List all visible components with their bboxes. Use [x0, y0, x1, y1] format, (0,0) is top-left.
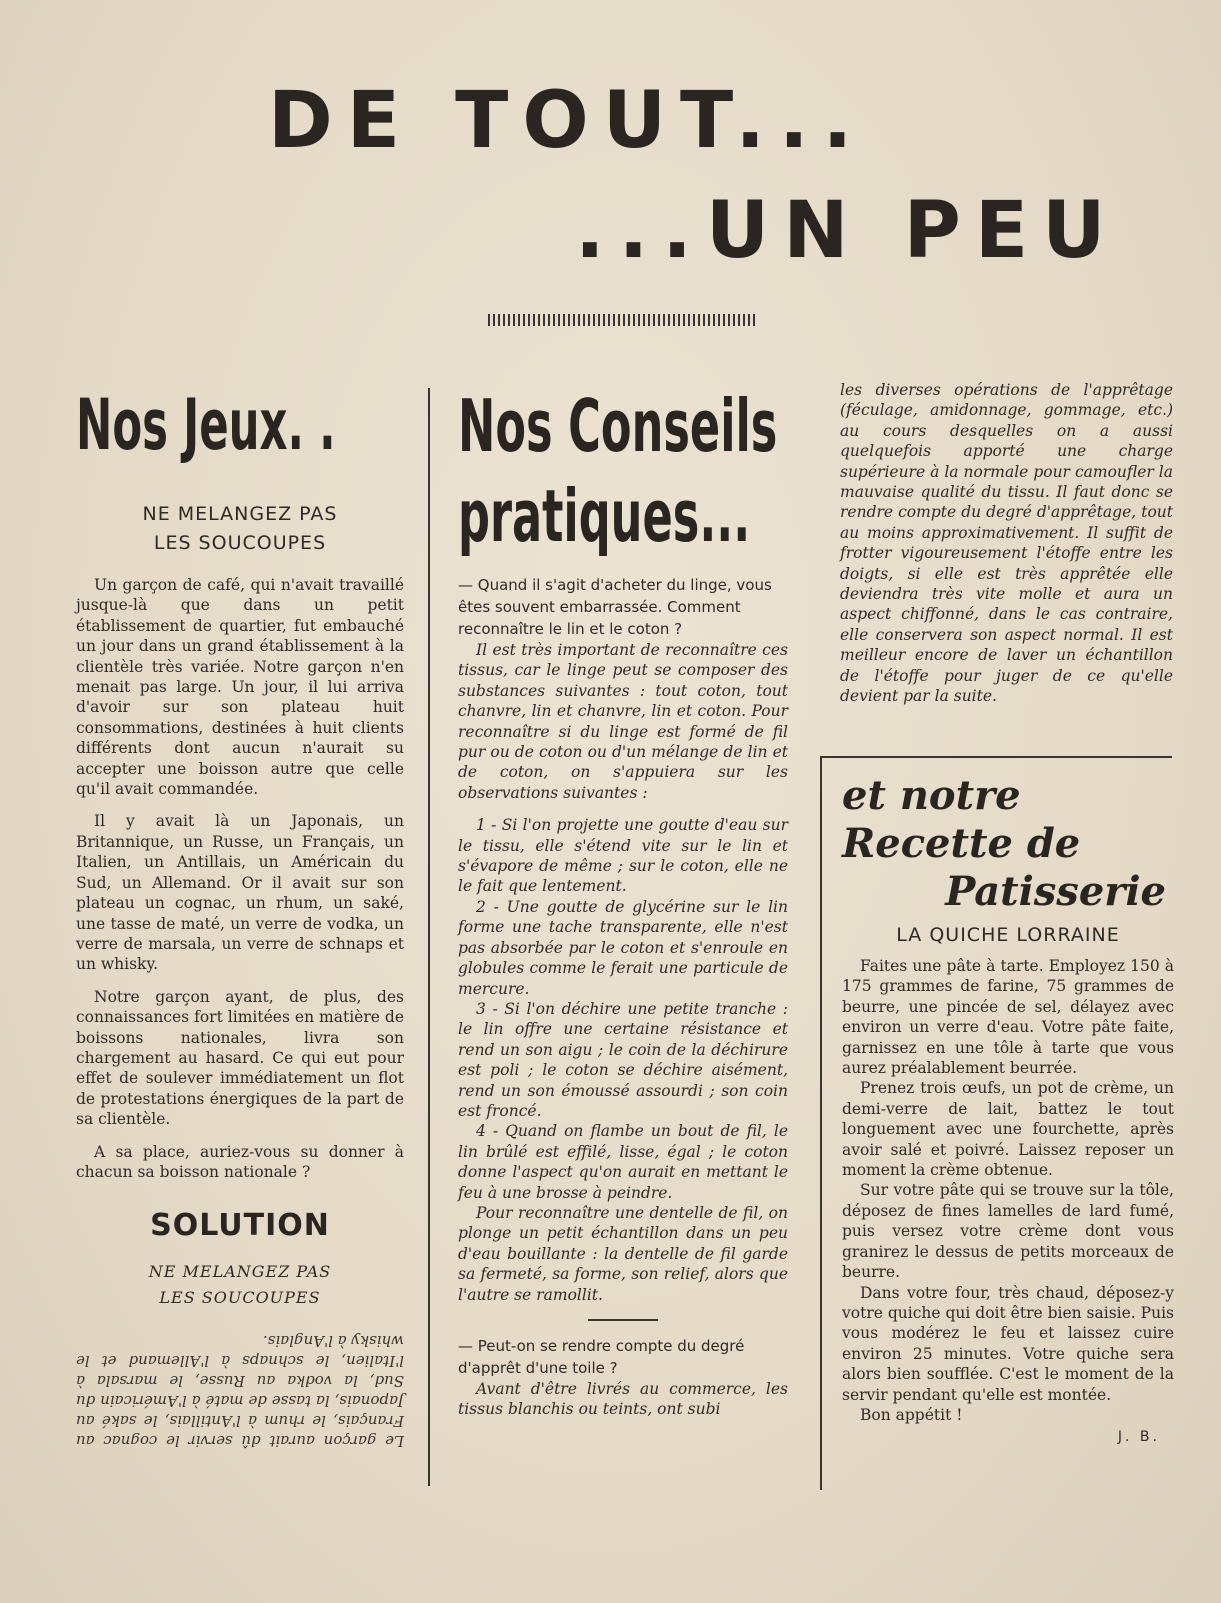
- recipe-paragraph: Bon appétit !: [860, 1405, 963, 1424]
- column-divider-1: [428, 388, 430, 1486]
- jeux-body: [76, 575, 404, 1182]
- section-divider-rule: [588, 1319, 658, 1321]
- conseils-paragraph: 1 - Si l'on projette une goutte d'eau sur le tissu, elle s'étend vite sur le lin et s'évapore de même ; sur le coton, elle ne le fait que lentement.: [458, 816, 788, 896]
- conseils-question-1: — Quand il s'agit d'acheter du linge, vous êtes souvent embarrassée. Comment reconnaître le lin et le coton ?: [458, 576, 772, 638]
- recipe-heading-line1: et notre: [842, 772, 1021, 819]
- conseils-body-3: [840, 380, 1173, 707]
- jeux-heading: Nos Jeux. .: [76, 384, 336, 466]
- recipe-body: [842, 956, 1174, 1425]
- solution-heading: SOLUTION: [150, 1208, 330, 1244]
- conseils-paragraph: 2 - Une goutte de glycérine sur le lin forme une tache transparente, elle n'est pas absorbée par le coton et s'enroule en globules comme le ferait une particule de mercure.: [458, 897, 788, 998]
- conseils-body-1: [458, 640, 788, 1305]
- recipe-paragraph: Dans votre four, très chaud, déposez-y votre quiche qui doit être bien saisie. Puis vous modérez le feu et laissez cuire environ 25 minutes. Votre quiche sera alors bien soufflée. C'est le moment de la servir pendant qu'elle est montée.: [842, 1283, 1174, 1404]
- title-ornament-rule: [488, 314, 758, 326]
- conseils-paragraph: les diverses opérations de l'apprêtage (féculage, amidonnage, gommage, etc.) au cours desquelles on a aussi quelquefois apporté une charge supérieure à la normale pour camoufler la mauvaise qualité du tissu. Il faut donc se rendre compte du degré d'apprêtage, tout au moins approximativement. Il suffit de frotter vigoureusement l'étoffe entre les doigts, si elle est très apprêtée elle deviendra très vite molle et aura un aspect chiffonné, dans le cas contraire, elle conservera son aspect normal. Il est meilleur encore de laver un échantillon de l'étoffe pour juger de ce qu'elle devient par la suite.: [840, 381, 1173, 706]
- conseils-paragraph: Il est très important de reconnaître ces tissus, car le linge peut se composer des substances suivantes : tout coton, tout chanvre, lin et chanvre, lin et coton. Pour reconnaître si du linge est formé de fil pur ou de coton ou d'un mélange de lin et de coton, on s'appuiera sur les observations suivantes :: [458, 641, 788, 802]
- recipe-paragraph: Faites une pâte à tarte. Employez 150 à 175 grammes de farine, 75 grammes de beurre, une pincée de sel, délayez avec environ un verre d'eau. Votre pâte faite, garnissez en une tôle à tarte que vous aurez préalablement beurrée.: [842, 957, 1174, 1078]
- solution-subheading-line1: NE MELANGEZ PAS: [148, 1262, 332, 1282]
- jeux-paragraph: A sa place, auriez-vous su donner à chacun sa boisson nationale ?: [76, 1142, 404, 1181]
- conseils-heading-line1: Nos Conseils: [458, 384, 778, 468]
- page-title-line1: DE TOUT...: [268, 76, 867, 166]
- solution-subheading-line2: LES SOUCOUPES: [159, 1287, 321, 1307]
- recipe-title: LA QUICHE LORRAINE: [896, 924, 1120, 946]
- recipe-paragraph: Sur votre pâte qui se trouve sur la tôle, déposez de fines lamelles de lard fumé, puis versez votre crème dont vous granirez le dessus de petits morceaux de beurre.: [842, 1181, 1174, 1282]
- jeux-subheading-line2: LES SOUCOUPES: [153, 531, 327, 554]
- conseils-question-2: — Peut-on se rendre compte du degré d'apprêt d'une toile ?: [458, 1337, 745, 1377]
- solution-subheading: [76, 1259, 404, 1310]
- jeux-paragraph: Il y avait là un Japonais, un Britannique, un Russe, un Français, un Italien, un Antillais, un Américain du Sud, un Allemand. Or il avait sur son plateau un cognac, un rhum, un saké, une tasse de maté, un verre de vodka, un verre de marsala, un verre de schnaps et un whisky.: [76, 812, 404, 974]
- jeux-column: [76, 384, 404, 1451]
- conseils-paragraph: Pour reconnaître une dentelle de fil, on plonge un petit échantillon dans un peu d'eau bouillante : la dentelle de fil garde sa fermeté, sa forme, son relief, alors que l'autre se ramollit.: [458, 1203, 788, 1304]
- conseils-paragraph: 4 - Quand on flambe un bout de fil, le lin brûlé est effilé, lisse, égal ; le coton donne l'aspect qu'on aurait en mettant le feu à une brosse à peindre.: [458, 1122, 788, 1202]
- conseils-continued: [840, 380, 1173, 707]
- conseils-paragraph: Avant d'être livrés au commerce, les tissus blanchis ou teints, ont subi: [458, 1380, 788, 1419]
- conseils-column: [458, 384, 788, 1420]
- conseils-heading-line2: pratiques...: [458, 474, 751, 558]
- recipe-paragraph: Prenez trois œufs, un pot de crème, un demi-verre de lait, battez le tout longuement avec une fourchette, après avoir salé et poivré. Laissez reposer un moment la crème obtenue.: [842, 1079, 1174, 1180]
- solution-text-upside-down: Le garçon aurait dû servir le cognac au Français, le rhum à l'Antillais, le saké au Japonais, la tasse de maté à l'Américain du Sud, la vodka au Russe, le marsala à l'Italien, le schnaps à l'Allemand et le whisky à l'Anglais.: [76, 1331, 404, 1450]
- jeux-subheading: [76, 500, 404, 557]
- conseils-body-2: [458, 1379, 788, 1420]
- recipe-heading-line3: Patisserie: [945, 868, 1166, 915]
- recipe-box: [820, 756, 1172, 1490]
- jeux-paragraph: Un garçon de café, qui n'avait travaillé jusque-là que dans un petit établissement de quartier, fut embauché un jour dans un grand établissement à la clientèle très variée. Notre garçon n'en menait pas large. Un jour, il lui arriva d'avoir sur son plateau huit consommations, destinées à huit clients différents dont aucun n'aurait su accepter une boisson autre que celle qu'il avait commandée.: [76, 576, 404, 799]
- jeux-subheading-line1: NE MELANGEZ PAS: [142, 503, 338, 525]
- recipe-heading-line2: Recette de: [842, 820, 1081, 867]
- jeux-paragraph: Notre garçon ayant, de plus, des connaissances fort limitées en matière de boissons nationales, livra son chargement au hasard. Ce qui eut pour effet de soulever immédiatement un flot de protestations énergiques de la part de sa clientèle.: [76, 987, 404, 1129]
- conseils-paragraph: 3 - Si l'on déchire une petite tranche : le lin offre une certaine résistance et rend un son aigu ; le coin de la déchirure est poli ; le coton se déchire aisément, rend un son émoussé assourdi ; son coin est froncé.: [458, 999, 788, 1120]
- page-title-line2: ...UN PEU: [575, 186, 1120, 276]
- recipe-signature: J. B.: [1117, 1429, 1160, 1446]
